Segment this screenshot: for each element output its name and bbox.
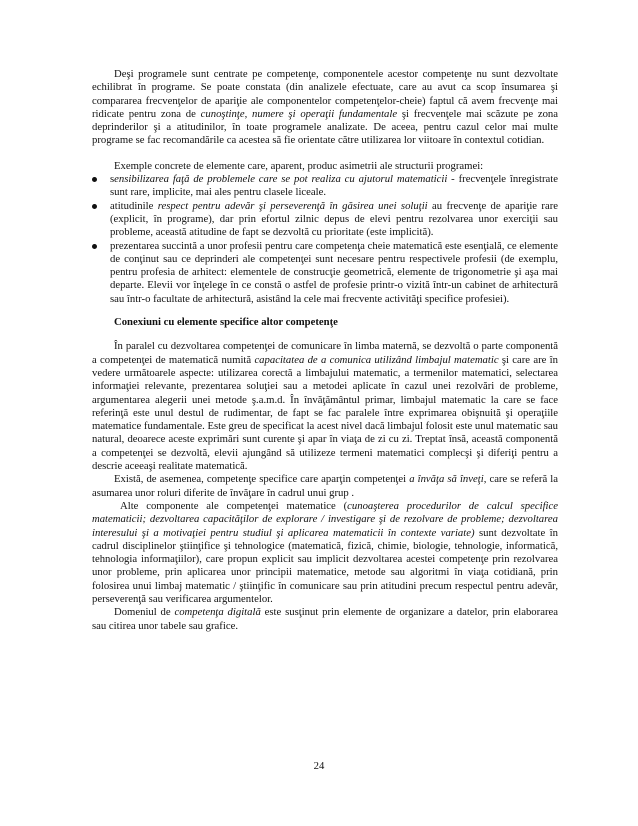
bullet-icon: [92, 177, 97, 182]
page-number: 24: [313, 760, 325, 772]
list-item: sensibilizarea faţă de problemele care se pot realiza cu ajutorul matematicii - frecvenţele înregistrate sunt rare, implicite, mai ales pentru clasele liceale.: [92, 173, 558, 200]
paragraph-learning-to-learn: Există, de asemenea, competenţe specifice care aparţin competenţei a învăţa să înveţi, care se referă la asumarea unor roluri diferite de învăţare în cadrul unui grup .: [92, 473, 558, 499]
examples-list: [92, 173, 558, 306]
paragraph-other-components: Alte componente ale competenţei matematice (cunoaşterea procedurilor de calcul specifice matematicii; dezvoltarea capacităţilor de explorare / investigare şi de rezolvare de probleme; dezvoltarea interesului şi a motivaţiei pentru studiul şi aplicarea matematicii în contexte variate) sunt dezvoltate în cadrul disciplinelor ştiinţifice şi tehnologice (matematică, fizică, chimie, biologie, tehnologie, informatică, tehnologia informaţiilor), care propun explicit sau implicit dezvoltarea acestei competenţe prin rezolvarea unor probleme, prin aplicarea unor principii matematice, metode sau algoritmi în viaţa cotidiană, prin folosirea unui limbaj matematic / ştiinţific în comunicare sau prin atitudini precum respectul pentru adevăr, perseverenţă sau verificarea argumentelor.: [92, 499, 558, 605]
list-item: prezentarea succintă a unor profesii pentru care competenţa cheie matematică este esenţială, ce elemente de conţinut sau ce deprinderi ale competenţei sunt necesare pentru respectivele profesii (de exemplu, pentru profesia de arhitect: elementele de construcţie geometrică, elemente de trigonometrie şi aşa mai departe. Elevii vor înţelege în ce constă o astfel de profesie printr-o vizită într-un cabinet de arhitectură sau într-o facultate de arhitectură, asistând la cele mai frecvente activităţi specifice profesiei).: [92, 240, 558, 306]
paragraph-digital-competence: Domeniul de competenţa digitală este susţinut prin elemente de organizare a datelor, prin elaborarea sau citirea unor tabele sau grafice.: [92, 606, 559, 632]
bullet-icon: [92, 204, 97, 209]
list-item: atitudinile respect pentru adevăr şi perseverenţă în găsirea unei soluţii au frecvenţe de apariţie rare (explicit, în programe), dar prin efortul zilnic depus de elevi pentru rezolvarea unor exerciţii sau probleme, această atitudine de fapt se dezvoltă cu prioritate (este implicită).: [92, 200, 558, 240]
paragraph-competences-balance: Deşi programele sunt centrate pe competenţe, componentele acestor competenţe nu sunt dezvoltate echilibrat în programe. Se poate constata (din analizele efectuate, care au avut ca scop însumarea şi compararea frecvenţelor de apariţie ale componentelor competenţelor-cheie) faptul că avem frecvenţe mai ridicate pentru zona de cunoştinţe, numere şi operaţii fundamentale şi frecvenţele mai scăzute pe zona deprinderilor şi a atitudinilor, în toate programele analizate. De aceea, pentru cazul celor mai multe programe se fac recomandările ca acestea să fie orientate către utilizarea lor viitoare în contextul cotidian.: [92, 68, 559, 147]
paragraph-communication: În paralel cu dezvoltarea competenţei de comunicare în limba maternă, se dezvoltă o parte componentă a competenţei de matematică numită capacitatea de a comunica utilizând limbajul matematic şi care are în vedere următoarele aspecte: utilizarea corectă a limbajului matematic, a termenilor matematici, selectarea informaţiei relevante, prezentarea soluţiei sau a metodei aplicate în cazul unei rezolvări de probleme, argumentarea alegerii unei metode ş.a.m.d. În învăţământul primar, limbajul matematic la care se face referinţă este unul destul de rudimentar, de fapt se fac paralele între exprimarea obişnuită şi operaţiile matematice fundamentale. Este greu de specificat la acest nivel dacă limbajul folosit este unul matematic sau natural, deoarece aceste exprimări sunt curente şi apar în viaţa de zi cu zi. Treptat însă, această componentă a competenţei se dezvoltă, elevii ajungând să utilizeze termeni matematici complecşi şi diferiţi pentru a descrie aceeaşi realitate matematică.: [92, 340, 558, 473]
bullet-icon: [92, 244, 97, 249]
section-heading: Conexiuni cu elemente specifice altor competenţe: [114, 316, 338, 329]
examples-intro: Exemple concrete de elemente care, aparent, produc asimetrii ale structurii programei:: [114, 159, 484, 172]
